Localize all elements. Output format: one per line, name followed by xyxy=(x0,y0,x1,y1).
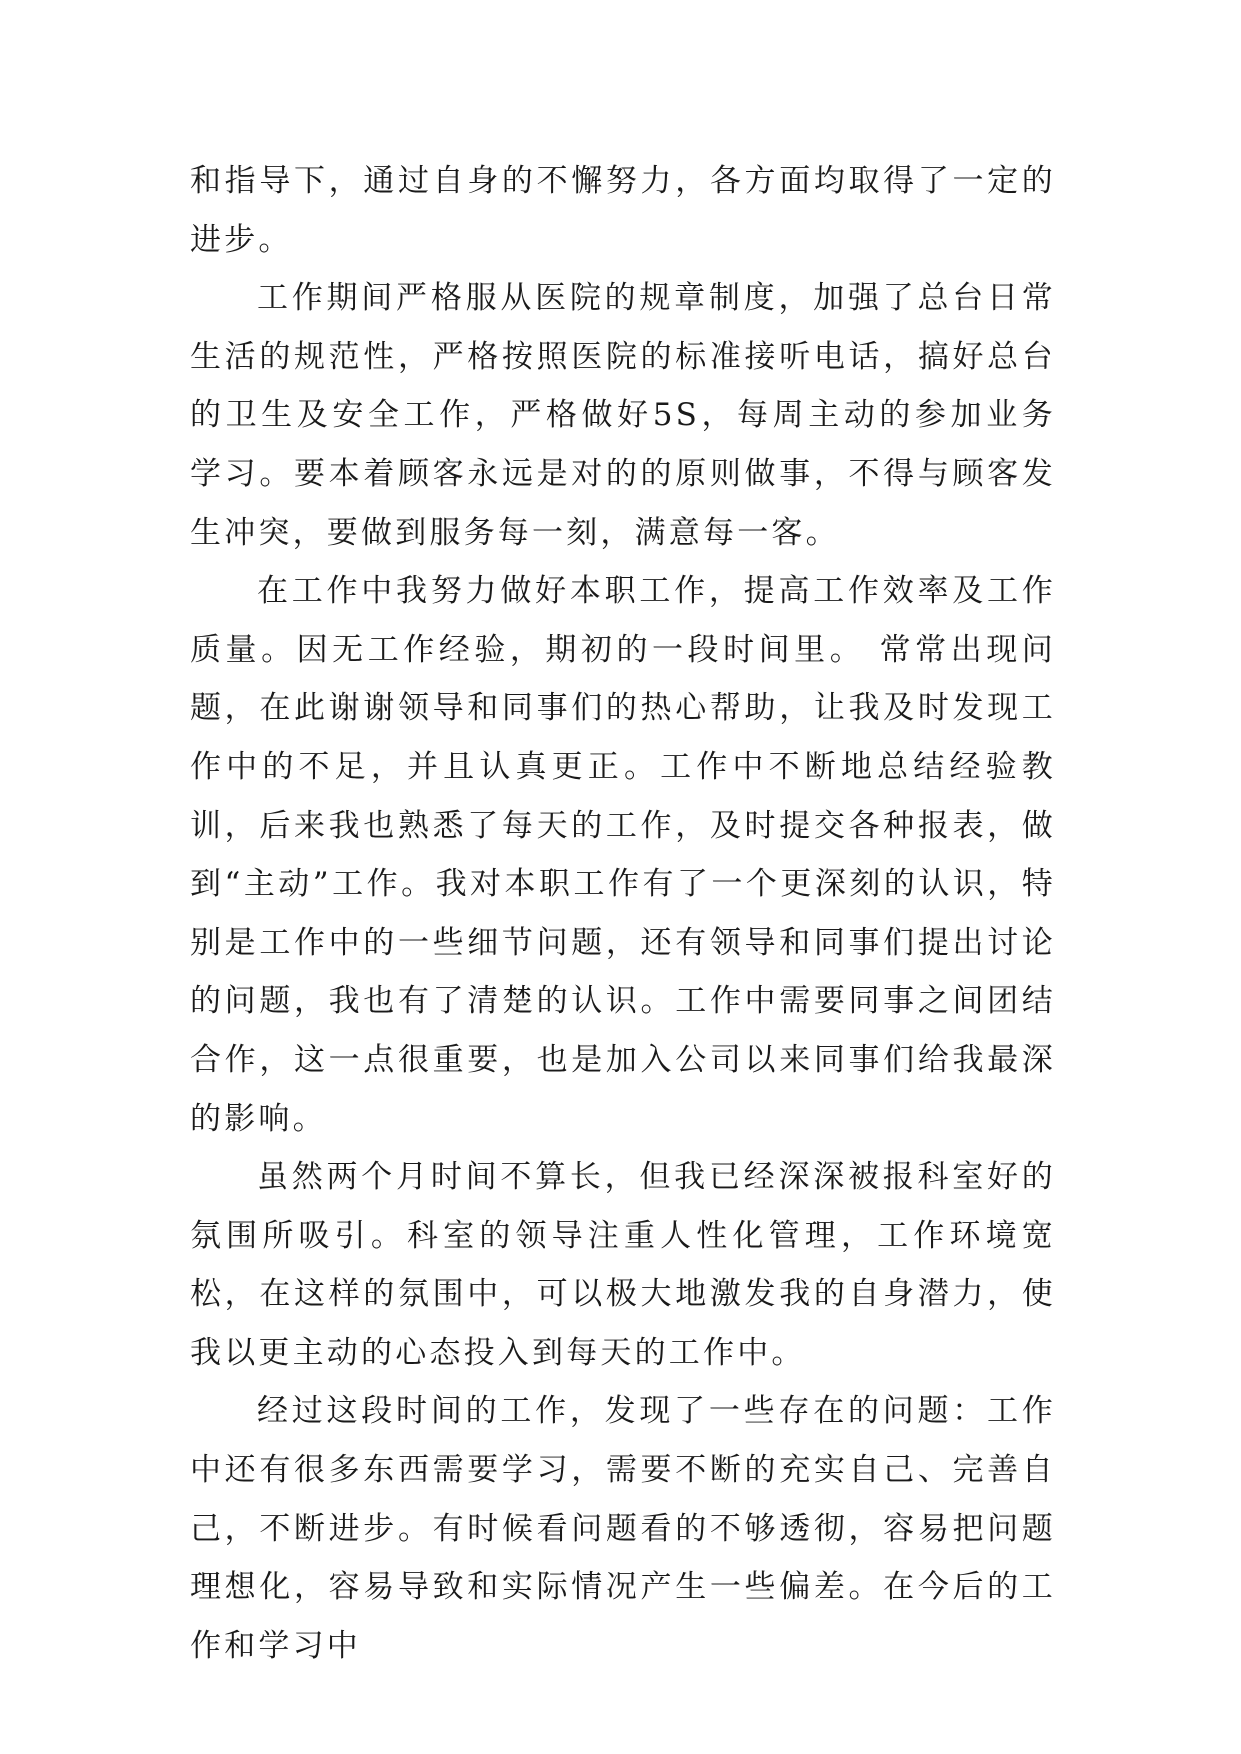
document-body xyxy=(190,152,1056,1675)
paragraph-5: 经过这段时间的工作，发现了一些存在的问题：工作中还有很多东西需要学习，需要不断的充实自己、完善自己，不断进步。有时候看问题看的不够透彻，容易把问题理想化，容易导致和实际情况产生一些偏差。在今后的工作和学习中 xyxy=(190,1393,1056,1664)
paragraph-3: 在工作中我努力做好本职工作，提高工作效率及工作质量。因无工作经验，期初的一段时间里。 常常出现问题，在此谢谢领导和同事们的热心帮助，让我及时发现工作中的不足，并且认真更正。工作中不断地总结经验教训，后来我也熟悉了每天的工作，及时提交各种报表，做到“主动”工作。我对本职工作有了一个更深刻的认识，特别是工作中的一些细节问题，还有领导和同事们提出讨论的问题，我也有了清楚的认识。工作中需要同事之间团结合作，这一点很重要，也是加入公司以来同事们给我最深的影响。 xyxy=(190,573,1056,1137)
paragraph-2: 工作期间严格服从医院的规章制度，加强了总台日常生活的规范性，严格按照医院的标准接听电话，搞好总台的卫生及安全工作，严格做好5S，每周主动的参加业务学习。要本着顾客永远是对的的原则做事，不得与顾客发生冲突，要做到服务每一刻，满意每一客。 xyxy=(190,280,1056,551)
paragraph-4: 虽然两个月时间不算长，但我已经深深被报科室好的氛围所吸引。科室的领导注重人性化管理，工作环境宽松，在这样的氛围中，可以极大地激发我的自身潜力，使我以更主动的心态投入到每天的工作中。 xyxy=(190,1159,1056,1371)
paragraph-1: 和指导下，通过自身的不懈努力，各方面均取得了一定的进步。 xyxy=(190,163,1056,258)
